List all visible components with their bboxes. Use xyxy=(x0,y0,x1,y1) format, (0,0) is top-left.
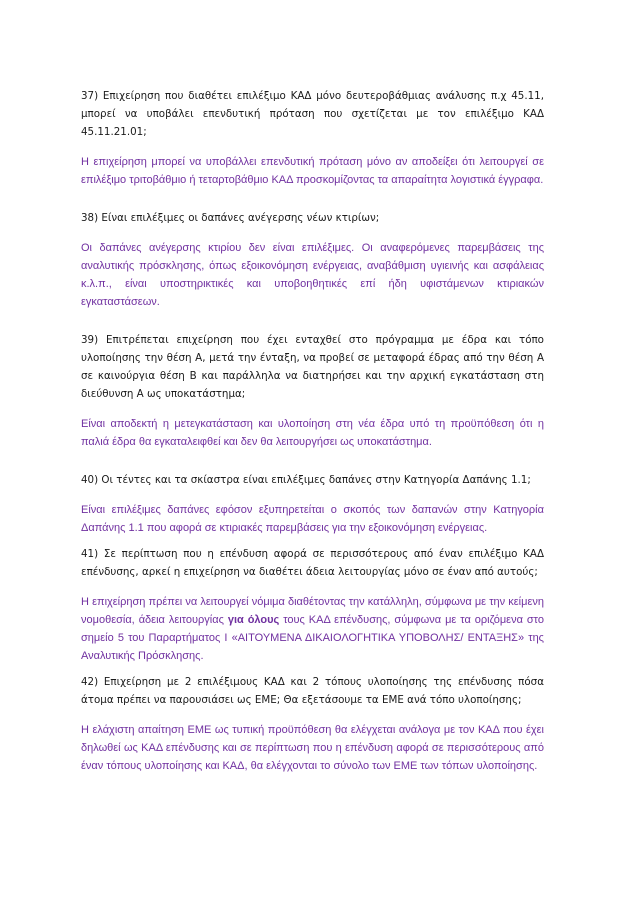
answer-37: Η επιχείρηση μπορεί να υποβάλλει επενδυτική πρόταση μόνο αν αποδείξει ότι λειτουργεί σε επιλέξιμο τριτοβάθμιο ή τεταρτοβάθμιο ΚΑΔ προσκομίζοντας τα απαραίτητα λογιστικά έγγραφα. xyxy=(81,156,544,186)
answer-41 xyxy=(81,593,544,665)
answer-42: Η ελάχιστη απαίτηση ΕΜΕ ως τυπική προϋπόθεση θα ελέγχεται ανάλογα με τον ΚΑΔ που έχει δηλωθεί ως ΚΑΔ επένδυσης και σε περίπτωση που η επένδυση αφορά σε περισσότερους από έναν τόπους υλοποίησης και ΚΑΔ, θα ελέγχονται το σύνολο των ΕΜΕ των τόπων υλοποίησης. xyxy=(81,724,544,772)
faq-content xyxy=(81,87,544,775)
question-40: 40) Οι τέντες και τα σκίαστρα είναι επιλέξιμες δαπάνες στην Κατηγορία Δαπάνης 1.1; xyxy=(81,474,531,486)
question-38: 38) Είναι επιλέξιμες οι δαπάνες ανέγερσης νέων κτιρίων; xyxy=(81,212,380,224)
answer-38: Οι δαπάνες ανέγερσης κτιρίου δεν είναι επιλέξιμες. Οι αναφερόμενες παρεμβάσεις της αναλυτικής πρόσκλησης, όπως εξοικονόμηση ενέργειας, αναβάθμιση υγιεινής και ασφάλειας κ.λ.π., είναι υποστηρικτικές και υποβοηθητικές επί ήδη υφιστάμενων κτιριακών εγκαταστάσεων. xyxy=(81,242,544,308)
answer-40: Είναι επιλέξιμες δαπάνες εφόσον εξυπηρετείται ο σκοπός των δαπανών στην Κατηγορία Δαπάνης 1.1 που αφορά σε κτιριακές παρεμβάσεις για την εξοικονόμηση ενέργειας. xyxy=(81,504,544,534)
answer-41-emphasis: για όλους xyxy=(227,614,280,626)
question-42: 42) Επιχείρηση με 2 επιλέξιμους ΚΑΔ και 2 τόπους υλοποίησης της επένδυσης πόσα άτομα πρέπει να παρουσιάσει ως ΕΜΕ; Θα εξετάσουμε τα ΕΜΕ ανά τόπο υλοποίησης; xyxy=(81,676,544,706)
question-39: 39) Επιτρέπεται επιχείρηση που έχει ενταχθεί στο πρόγραμμα με έδρα και τόπο υλοποίησης την θέση Α, μετά την ένταξη, να προβεί σε μεταφορά έδρας από την θέση Α σε καινούργια θέση Β και παράλληλα να διατηρήσει και την αρχική εγκατάσταση στη διεύθυνση Α ως υποκατάστημα; xyxy=(81,334,544,400)
question-37: 37) Επιχείρηση που διαθέτει επιλέξιμο ΚΑΔ μόνο δευτεροβάθμιας ανάλυσης π.χ 45.11, μπορεί να υποβάλει επενδυτική πρόταση που σχετίζεται με τον επιλέξιμο ΚΑΔ 45.11.21.01; xyxy=(81,90,544,138)
answer-39: Είναι αποδεκτή η μετεγκατάσταση και υλοποίηση στη νέα έδρα υπό τη προϋπόθεση ότι η παλιά έδρα θα εγκαταλειφθεί και δεν θα λειτουργήσει ως υποκατάστημα. xyxy=(81,418,544,448)
answer-41-part-2: τους ΚΑΔ επένδυσης, σύμφωνα με τα οριζόμενα στο σημείο 5 του Παραρτήματος Ι «ΑΙΤΟΥΜΕΝΑ ΔΙΚΑΙΟΛΟΓΗΤΙΚΑ ΥΠΟΒΟΛΗΣ/ ΕΝΤΑΞΗΣ» της Αναλυτικής Πρόσκλησης. xyxy=(81,614,544,662)
answer-41-part-1: Η επιχείρηση πρέπει να λειτουργεί νόμιμα διαθέτοντας την κατάλληλη, σύμφωνα με την κείμενη νομοθεσία, άδεια λειτουργίας xyxy=(81,596,544,626)
question-41: 41) Σε περίπτωση που η επένδυση αφορά σε περισσότερους από έναν επιλέξιμο ΚΑΔ επένδυσης, αρκεί η επιχείρηση να διαθέτει άδεια λειτουργίας μόνο σε έναν από αυτούς; xyxy=(81,548,544,578)
